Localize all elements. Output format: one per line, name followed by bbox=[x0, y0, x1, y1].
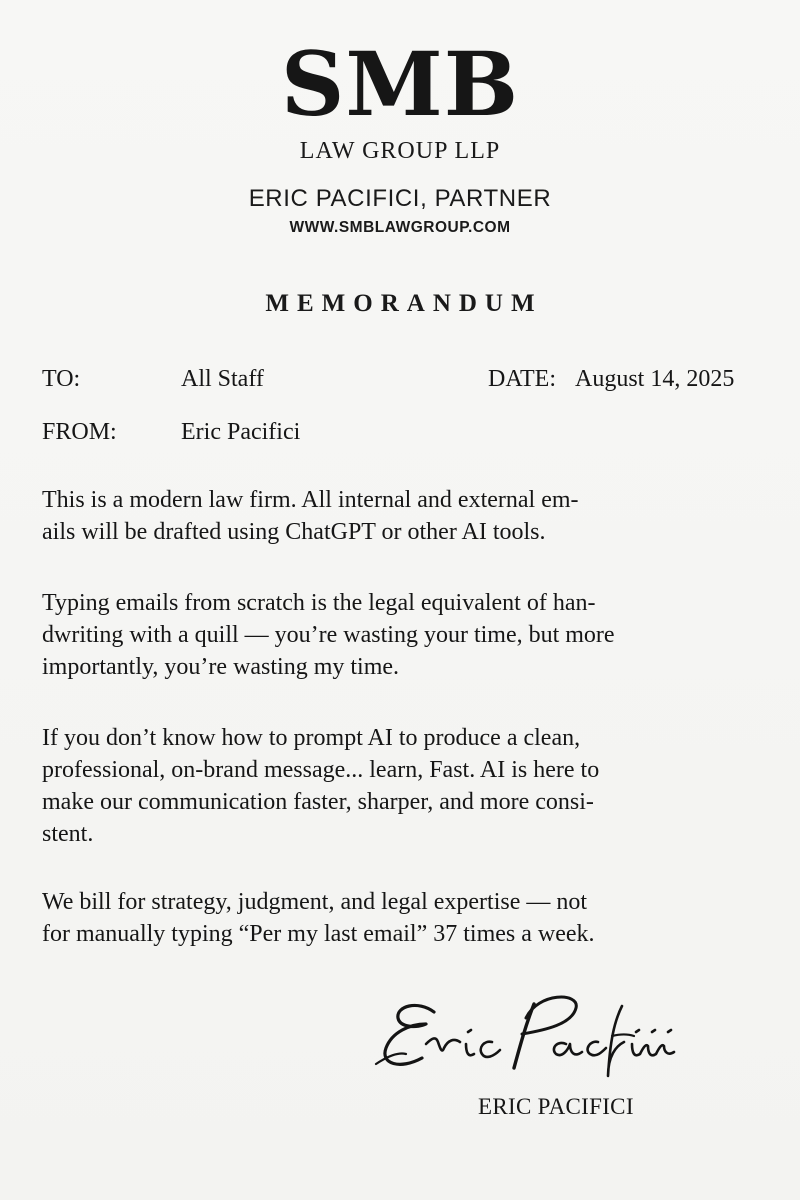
memo-title: MEMORANDUM bbox=[265, 290, 543, 317]
body-paragraph bbox=[42, 587, 770, 683]
from-value: Eric Pacifici bbox=[181, 419, 301, 445]
letterhead bbox=[0, 32, 800, 237]
paragraph-line: stent. bbox=[42, 821, 94, 847]
body-paragraph bbox=[42, 886, 770, 950]
paragraph-line: importantly, you’re wasting my time. bbox=[42, 654, 400, 680]
body-paragraph bbox=[42, 484, 770, 548]
paragraph-line: If you don’t know how to prompt AI to produce a clean, bbox=[42, 725, 581, 751]
date-label: DATE: bbox=[488, 366, 556, 392]
paragraph-line: We bill for strategy, judgment, and legal expertise — not bbox=[42, 889, 588, 915]
paragraph-line: professional, on-brand message... learn, Fast. AI is here to bbox=[42, 757, 600, 783]
to-label: TO: bbox=[42, 366, 81, 392]
paragraph-line: make our communication faster, sharper, and more consi- bbox=[42, 789, 594, 815]
from-label: FROM: bbox=[42, 419, 117, 445]
handwritten-signature bbox=[370, 982, 700, 1082]
signatory-name: ERIC PACIFICI bbox=[478, 1094, 634, 1119]
partner-line: ERIC PACIFICI, PARTNER bbox=[248, 185, 552, 212]
date-value: August 14, 2025 bbox=[575, 366, 735, 392]
firm-logo-mark: SMB bbox=[280, 32, 520, 136]
paragraph-line: dwriting with a quill — you’re wasting your time, but more bbox=[42, 622, 615, 648]
firm-website: WWW.SMBLAWGROUP.COM bbox=[289, 219, 511, 236]
to-value: All Staff bbox=[181, 366, 264, 392]
paragraph-line: This is a modern law firm. All internal and external em- bbox=[42, 487, 579, 513]
body-paragraph bbox=[42, 722, 770, 850]
paragraph-line: for manually typing “Per my last email” 37 times a week. bbox=[42, 921, 595, 947]
paragraph-line: Typing emails from scratch is the legal equivalent of han- bbox=[42, 590, 596, 616]
firm-name: LAW GROUP LLP bbox=[299, 138, 501, 164]
paragraph-line: ails will be drafted using ChatGPT or other AI tools. bbox=[42, 519, 546, 545]
